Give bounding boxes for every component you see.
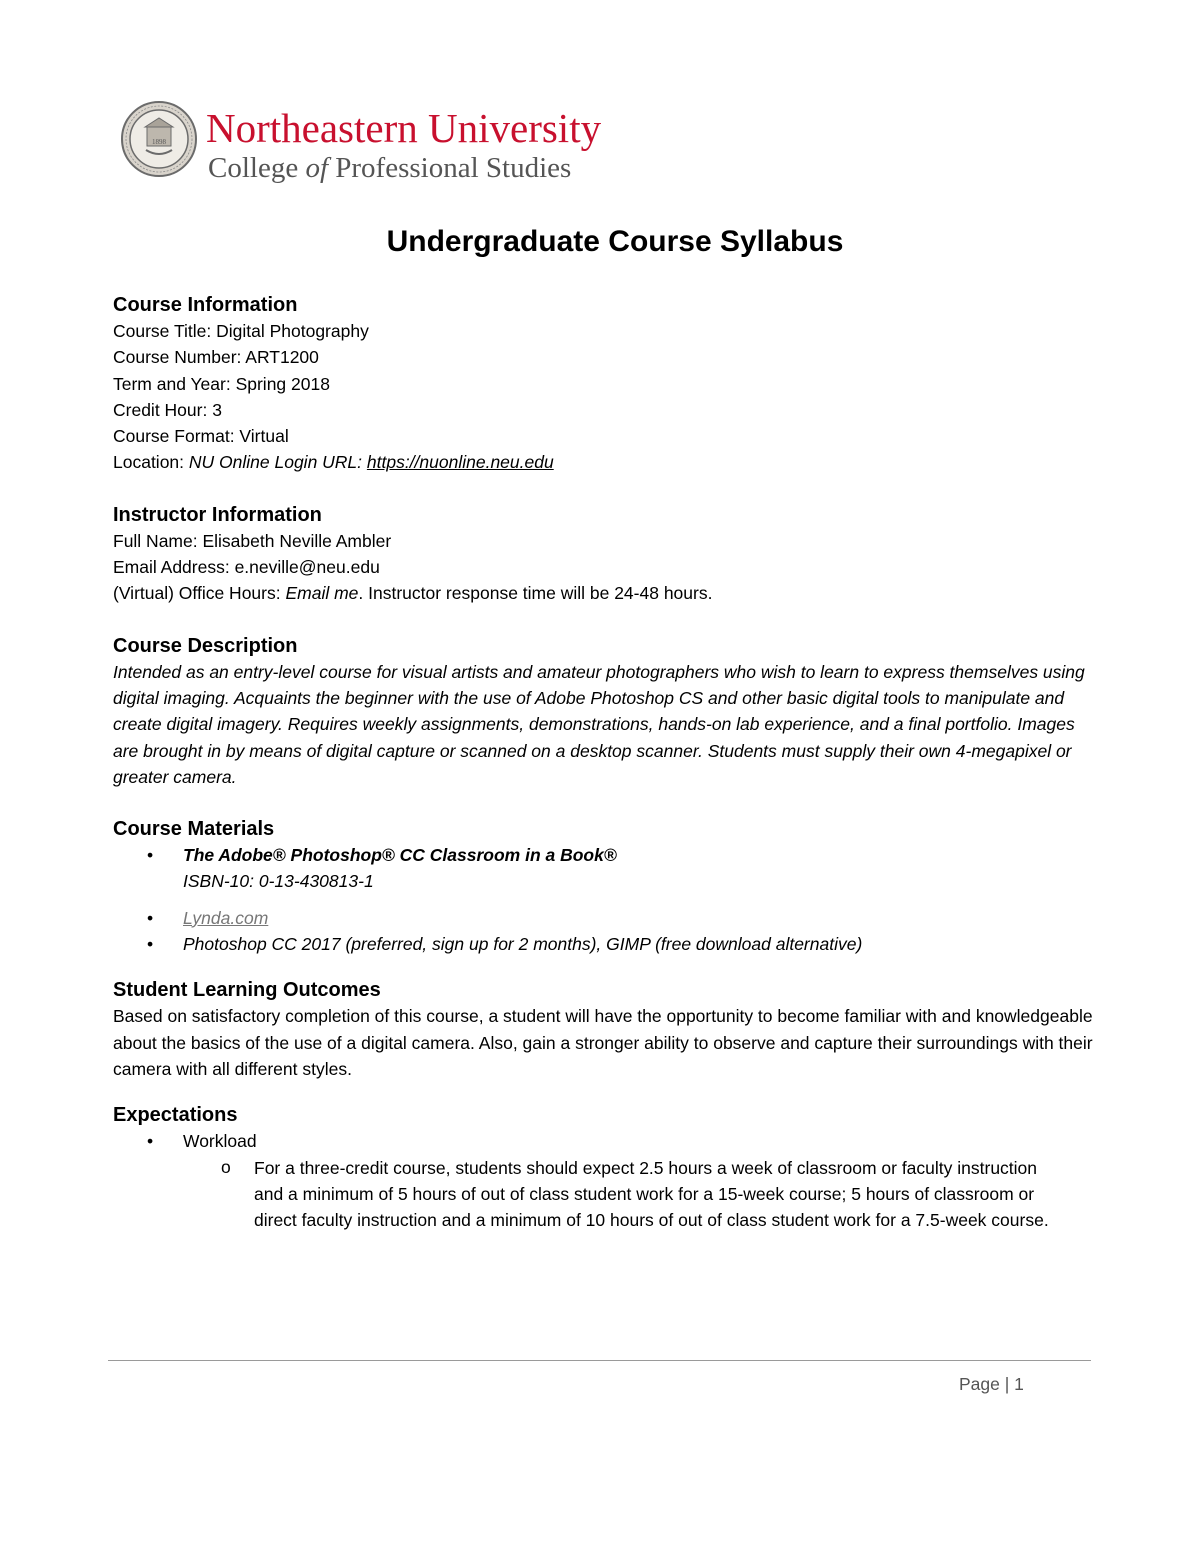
- nuonline-link[interactable]: https://nuonline.neu.edu: [366, 452, 554, 473]
- description-heading: Course Description: [113, 634, 298, 657]
- instructor-name: Full Name: Elisabeth Neville Ambler: [113, 530, 392, 551]
- list-item: • The Adobe® Photoshop® CC Classroom in a Book® ISBN-10: 0-13-430813-1: [113, 842, 1103, 895]
- materials-list: [113, 842, 1103, 957]
- course-location: Location: NU Online Login URL: https://nuonline.neu.edu: [113, 452, 554, 473]
- list-item: • Workload: [113, 1128, 1103, 1154]
- course-title: Course Title: Digital Photography: [113, 321, 369, 341]
- list-item: • Photoshop CC 2017 (preferred, sign up for 2 months), GIMP (free download alternative): [113, 931, 1103, 957]
- bullet-icon: •: [147, 845, 154, 866]
- description-text: Intended as an entry-level course for visual artists and amateur photographers who wish to learn to express themselves using digital imaging. Acquaints the beginner with the use of Adobe Photoshop CS and other basic digital tools to manipulate and create digital imagery. Requires weekly assignments, demonstrations, hands-on lab experience, and a final portfolio. Images are brought in by means of digital capture or scanned on a desktop scanner. Students must supply their own 4-megapixel or greater camera.: [113, 661, 1085, 787]
- svg-text:1898: 1898: [152, 138, 166, 146]
- list-item: o For a three-credit course, students should expect 2.5 hours a week of classroom or faculty instruction and a minimum of 5 hours of out of class student work for a 15-week course; 5 hours of classroom or direct faculty instruction and a minimum of 10 hours of out of class student work for a 7.5-week course.: [113, 1155, 1054, 1234]
- circle-bullet-icon: o: [221, 1156, 231, 1177]
- bullet-icon: •: [147, 934, 154, 955]
- page-title: Undergraduate Course Syllabus: [386, 225, 844, 258]
- expectations-list: [113, 1128, 1103, 1154]
- outcomes-text: Based on satisfactory completion of this course, a student will have the opportunity to become familiar with and knowledgeable about the basics of the use of a digital camera. Also, gain a stronger ability to observe and capture their surroundings with their camera with all different styles.: [113, 1006, 1093, 1079]
- bullet-icon: •: [147, 907, 154, 928]
- logo-university-name: Northeastern University: [206, 105, 602, 151]
- outcomes-heading: Student Learning Outcomes: [113, 979, 381, 1002]
- syllabus-content: [113, 292, 1103, 1233]
- university-seal-icon: [120, 100, 198, 178]
- page-number: Page | 1: [959, 1374, 1024, 1394]
- lynda-link[interactable]: Lynda.com: [183, 907, 269, 928]
- university-logo: [120, 98, 625, 190]
- course-number: Course Number: ART1200: [113, 347, 319, 368]
- course-term: Term and Year: Spring 2018: [113, 373, 330, 394]
- course-credit: Credit Hour: 3: [113, 399, 222, 420]
- instructor-hours: (Virtual) Office Hours: Email me. Instructor response time will be 24-48 hours.: [113, 583, 713, 604]
- logo-college-name: College of Professional Studies: [208, 152, 572, 184]
- course-format: Course Format: Virtual: [113, 426, 289, 447]
- materials-heading: Course Materials: [113, 818, 275, 841]
- footer-divider: [108, 1360, 1091, 1361]
- instructor-heading: Instructor Information: [113, 503, 322, 526]
- instructor-email: Email Address: e.neville@neu.edu: [113, 557, 380, 578]
- list-item: [113, 905, 1103, 931]
- bullet-icon: •: [147, 1131, 154, 1152]
- expectations-sublist: [113, 1155, 1103, 1234]
- course-info-heading: Course Information: [113, 294, 298, 316]
- expectations-heading: Expectations: [113, 1104, 238, 1127]
